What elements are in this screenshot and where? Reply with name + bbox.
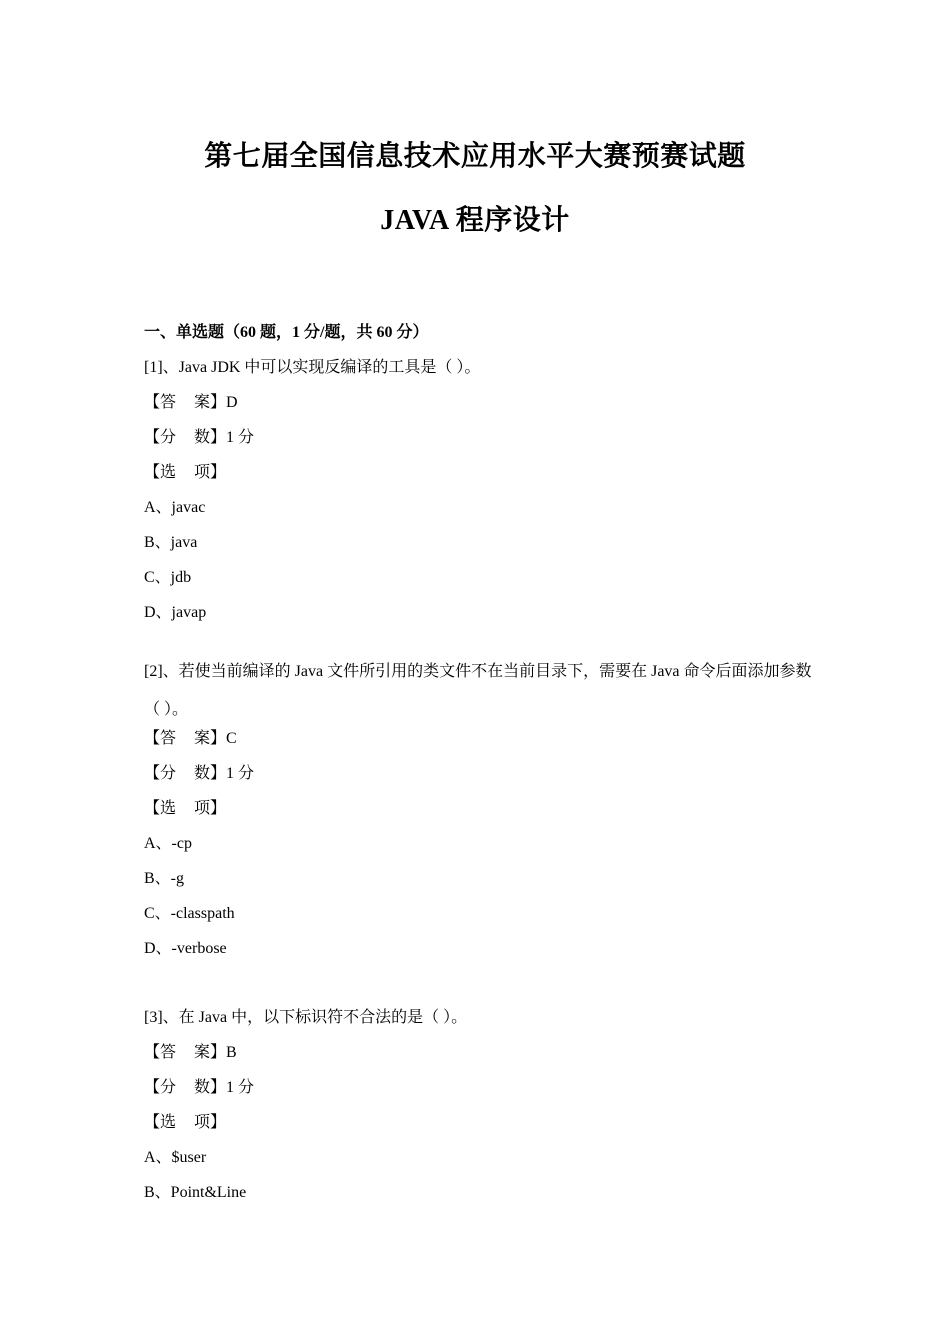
- options-label-left: 【选: [144, 464, 177, 481]
- option-b: B、-g: [144, 870, 185, 887]
- option-a: A、-cp: [144, 835, 192, 852]
- options-label-right: 项】: [194, 1114, 227, 1131]
- options-label-line: [144, 460, 814, 495]
- question-spacer: [144, 971, 814, 1005]
- question-3: [144, 1005, 814, 1215]
- option-a: A、$user: [144, 1149, 207, 1166]
- score-label-right: 数】: [194, 765, 227, 782]
- options-label-left: 【选: [144, 800, 177, 817]
- score-label-left: 【分: [144, 765, 177, 782]
- answer-value: C: [226, 730, 237, 747]
- option-d: D、javap: [144, 604, 207, 621]
- document-body: [144, 320, 814, 1215]
- score-value: 1 分: [226, 765, 255, 782]
- options-label-line: [144, 796, 814, 831]
- score-line: [144, 1075, 814, 1110]
- options-label-right: 项】: [194, 464, 227, 481]
- answer-label-right: 案】: [194, 1044, 227, 1061]
- answer-label-left: 【答: [144, 394, 177, 411]
- answer-label-right: 案】: [194, 730, 227, 747]
- score-value: 1 分: [226, 429, 255, 446]
- options-label-left: 【选: [144, 1114, 177, 1131]
- answer-line: [144, 726, 814, 761]
- option-b: B、java: [144, 534, 198, 551]
- document-title: 第七届全国信息技术应用水平大赛预赛试题: [204, 141, 746, 172]
- option-c: C、-classpath: [144, 905, 235, 922]
- option-a: A、javac: [144, 499, 206, 516]
- option-c: C、jdb: [144, 569, 192, 586]
- score-label-right: 数】: [194, 1079, 227, 1096]
- document-subtitle: JAVA 程序设计: [380, 205, 570, 236]
- options-label-right: 项】: [194, 800, 227, 817]
- answer-label-right: 案】: [194, 394, 227, 411]
- question-2: [144, 653, 814, 971]
- score-label-left: 【分: [144, 1079, 177, 1096]
- answer-label-left: 【答: [144, 1044, 177, 1061]
- answer-value: B: [226, 1044, 237, 1061]
- question-stem: [1]、Java JDK 中可以实现反编译的工具是（ ）。: [144, 359, 481, 376]
- score-line: [144, 425, 814, 460]
- option-b: B、Point&Line: [144, 1184, 247, 1201]
- option-d: D、-verbose: [144, 940, 227, 957]
- answer-label-left: 【答: [144, 730, 177, 747]
- options-label-line: [144, 1110, 814, 1145]
- answer-line: [144, 1040, 814, 1075]
- answer-value: D: [226, 394, 238, 411]
- section-heading: 一、单选题（60 题，1 分/题，共 60 分）: [144, 324, 429, 341]
- score-line: [144, 761, 814, 796]
- score-label-left: 【分: [144, 429, 177, 446]
- score-label-right: 数】: [194, 429, 227, 446]
- question-1: [144, 355, 814, 635]
- answer-line: [144, 390, 814, 425]
- question-stem: [2]、若使当前编译的 Java 文件所引用的类文件不在当前目录下，需要在 Java 命令后面添加参数（ ）。: [144, 663, 812, 718]
- score-value: 1 分: [226, 1079, 255, 1096]
- question-stem: [3]、在 Java 中，以下标识符不合法的是（ ）。: [144, 1009, 468, 1026]
